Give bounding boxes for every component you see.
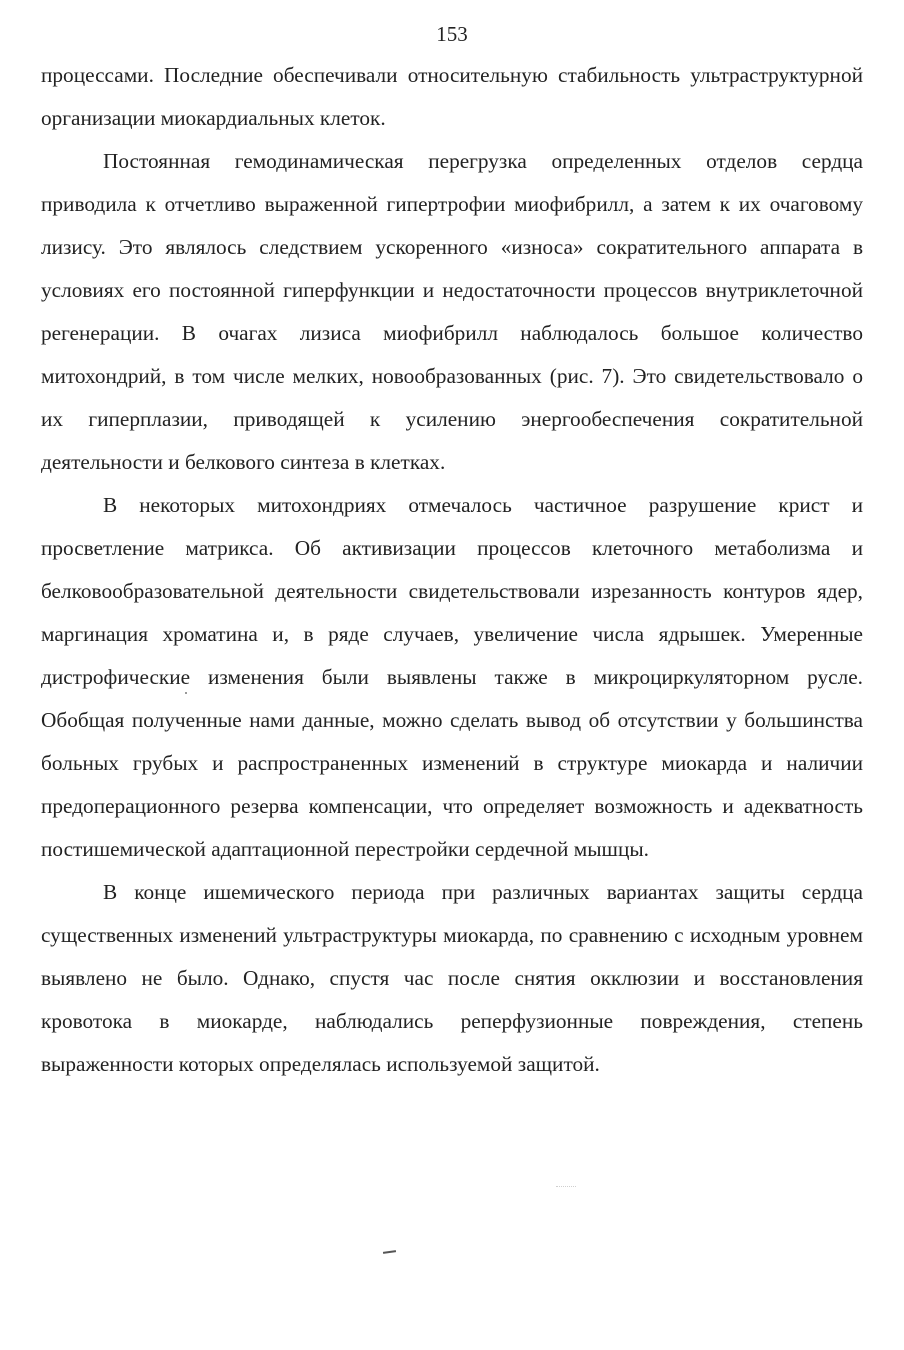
scan-artifact-dot: [185, 692, 187, 694]
scan-artifact-dash: [383, 1250, 396, 1254]
page-number: 153: [436, 22, 468, 46]
paragraph-continuation: процессами. Последние обеспечивали относительную стабильность ультраструктурной организации миокардиальных клеток.: [41, 63, 863, 130]
paragraph-hemodynamic-overload: Постоянная гемодинамическая перегрузка определенных отделов сердца приводила к отчетливо выраженной гипертрофии миофибрилл, а затем к их очаговому лизису. Это являлось следствием ускоренного «износа» сократительного аппарата в условиях его постоянной гиперфункции и недостаточности процессов внутриклеточной регенерации. В очагах лизиса миофибрилл наблюдалось большое количество митохондрий, в том числе мелких, новообразованных (рис. 7). Это свидетельствовало о их гиперплазии, приводящей к усилению энергообеспечения сократительной деятельности и белкового синтеза в клетках.: [41, 149, 863, 474]
scan-artifact-speck: [556, 1186, 576, 1195]
body-text: [41, 54, 863, 1086]
paragraph-mitochondria: В некоторых митохондриях отмечалось частичное разрушение крист и просветление матрикса. Об активизации процессов клеточного метаболизма и белковообразовательной деятельности свидетельствовали изрезанность контуров ядер, маргинация хроматина и, в ряде случаев, увеличение числа ядрышек. Умеренные дистрофические изменения были выявлены также в микроциркуляторном русле. Обобщая полученные нами данные, можно сделать вывод об отсутствии у большинства больных грубых и распространенных изменений в структуре миокарда и наличии предоперационного резерва компенсации, что определяет возможность и адекватность постишемической адаптационной перестройки сердечной мышцы.: [41, 493, 863, 861]
paragraph-ischemic-period: В конце ишемического периода при различных вариантах защиты сердца существенных изменений ультраструктуры миокарда, по сравнению с исходным уровнем выявлено не было. Однако, спустя час после снятия окклюзии и восстановления кровотока в миокарде, наблюдались реперфузионные повреждения, степень выраженности которых определялась используемой защитой.: [41, 880, 863, 1076]
